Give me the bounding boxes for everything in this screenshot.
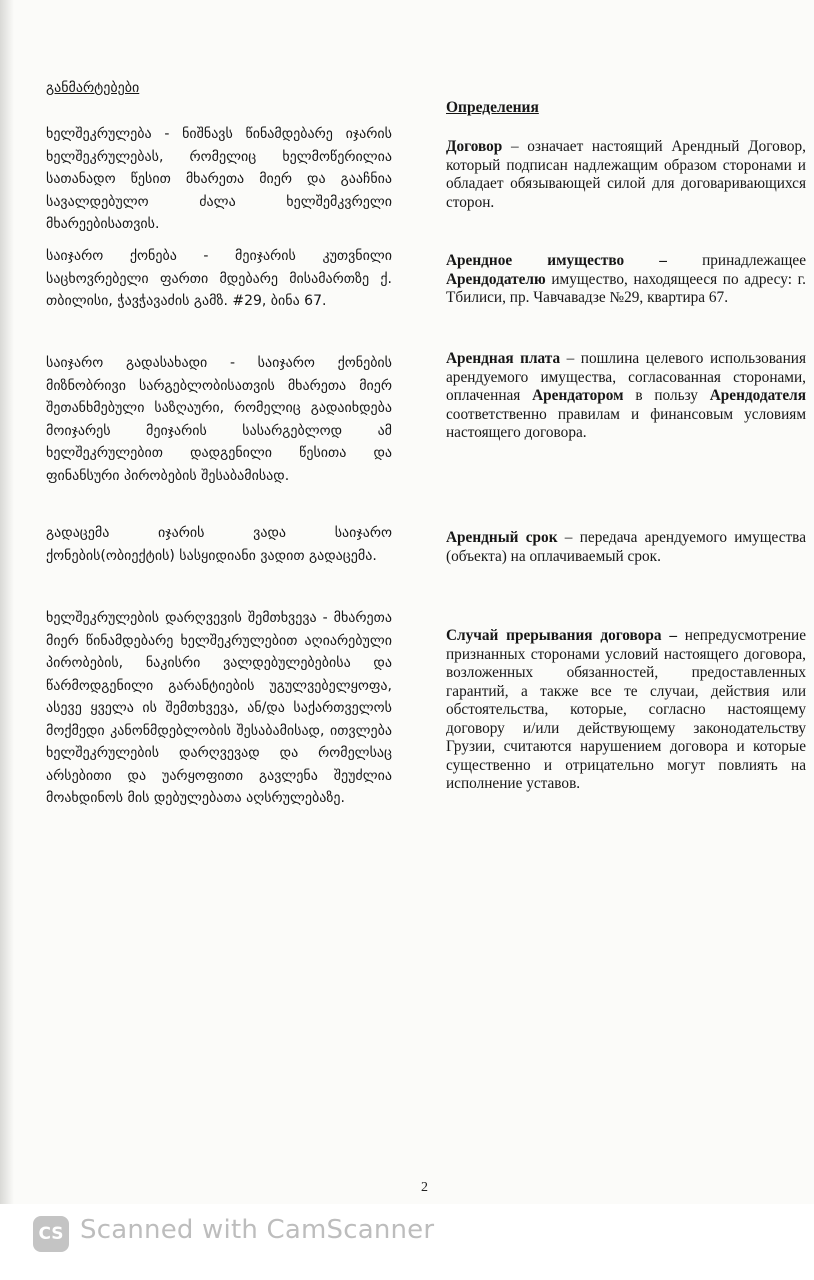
russian-def-rent — [446, 350, 806, 443]
russian-def-property-landlord: Арендодателю — [446, 270, 546, 288]
russian-def-term — [446, 529, 806, 566]
camscanner-logo-icon: CS — [33, 1216, 69, 1252]
russian-def-property-text-2: имущество, находящееся по адресу: г. Тбилиси, пр. Чавчавадзе №29, квартира 67. — [446, 270, 806, 306]
russian-def-rent-landlord: Арендодателя — [709, 387, 806, 404]
russian-def-term-term: Арендный срок — [446, 529, 558, 546]
georgian-def-contract: ხელშეკრულება - ნიშნავს წინამდებარე იჯარის ხელშეკრულებას, რომელიც ხელმოწერილია სათანადო წესით მხარეთა მიერ და გააჩნია სავალდებულო ძალა ხელშემკვრელი მხარეებისათვის. — [46, 126, 392, 232]
russian-def-breach-text: непредусмотрение признанных сторонами условий настоящего договора, возложенных обязанностей, предоставленных гарантий, а также все те случаи, действия или обстоятельства, которые, согласно настоящему договору и/или действующему законодательству Грузии, считаются нарушением договора и которые существенно и отрицательно могут повлиять на исполнение уставов. — [446, 627, 807, 792]
georgian-def-rent: საიჯარო გადასახადი - საიჯარო ქონების მიზნობრივი სარგებლობისათვის მხარეთა მიერ შეთანხმებული საზღაური, რომელიც გადაიხდება მოიჯარეს მეიჯარის სასარგებლოდ ამ ხელშეკრულებით დადგენილი წესითა და ფინანსური პირობების შესაბამისად. — [46, 355, 392, 484]
russian-def-breach-term: Случай прерывания договора – — [446, 627, 677, 644]
russian-def-contract-text: – означает настоящий Арендный Договор, который подписан надлежащим образом сторонами и обладает обязывающей силой для договаривающихся сторон. — [446, 138, 806, 211]
russian-def-rent-term: Арендная плата — [446, 350, 561, 367]
georgian-def-breach: ხელშეკრულების დარღვევის შემთხვევა - მხარეთა მიერ წინამდებარე ხელშეკრულებით აღიარებული პირობების, ნაკისრი ვალდებულებებისა და წარმოდგენილი გარანტიების უგულვებელყოფა, ასევე ყველა ის შემთხვევა, ან/და საქართველოს მოქმედი კანონმდებლობის შესაბამისად, ითვლება ხელშეკრულების დარღვევად და რომელსაც არსებითი და უარყოფითი გავლენა შეუძლია მოახდინოს მის დებულებათა აღსრულებაზე. — [46, 610, 392, 806]
page-edge-shadow — [0, 0, 14, 1280]
georgian-heading: განმარტებები — [46, 80, 140, 96]
georgian-def-term: გადაცემა იჯარის ვადა საიჯარო ქონების(ობიექტის) სასყიდიანი ვადით გადაცემა. — [46, 525, 392, 564]
russian-heading: Определения — [446, 99, 539, 116]
page-number: 2 — [421, 1180, 428, 1195]
russian-def-rent-tenant: Арендатором — [532, 387, 624, 404]
russian-def-property-text-1: принадлежащее — [666, 252, 807, 269]
russian-def-rent-text-1: – пошлина целевого использования арендуемого имущества, согласованная сторонами, оплаченная — [446, 350, 806, 404]
russian-def-contract — [446, 138, 806, 212]
watermark-text: Scanned with CamScanner — [80, 1215, 435, 1245]
russian-def-rent-text-3: соответственно правилам и финансовым условиям настоящего договора. — [446, 405, 806, 441]
russian-def-property — [446, 252, 806, 308]
russian-def-contract-term: Договор — [446, 138, 503, 155]
russian-def-rent-text-2: в пользу — [623, 387, 710, 404]
russian-def-property-term: Арендное имущество – — [446, 252, 667, 269]
georgian-def-property: საიჯარო ქონება - მეიჯარის კუთვნილი საცხოვრებელი ფართი მდებარე მისამართზე ქ. თბილისი, ჭავჭავაძის გამზ. #29, ბინა 67. — [46, 248, 392, 309]
russian-def-term-text: – передача арендуемого имущества (объекта) на оплачиваемый срок. — [446, 529, 806, 565]
russian-def-breach — [446, 627, 806, 794]
